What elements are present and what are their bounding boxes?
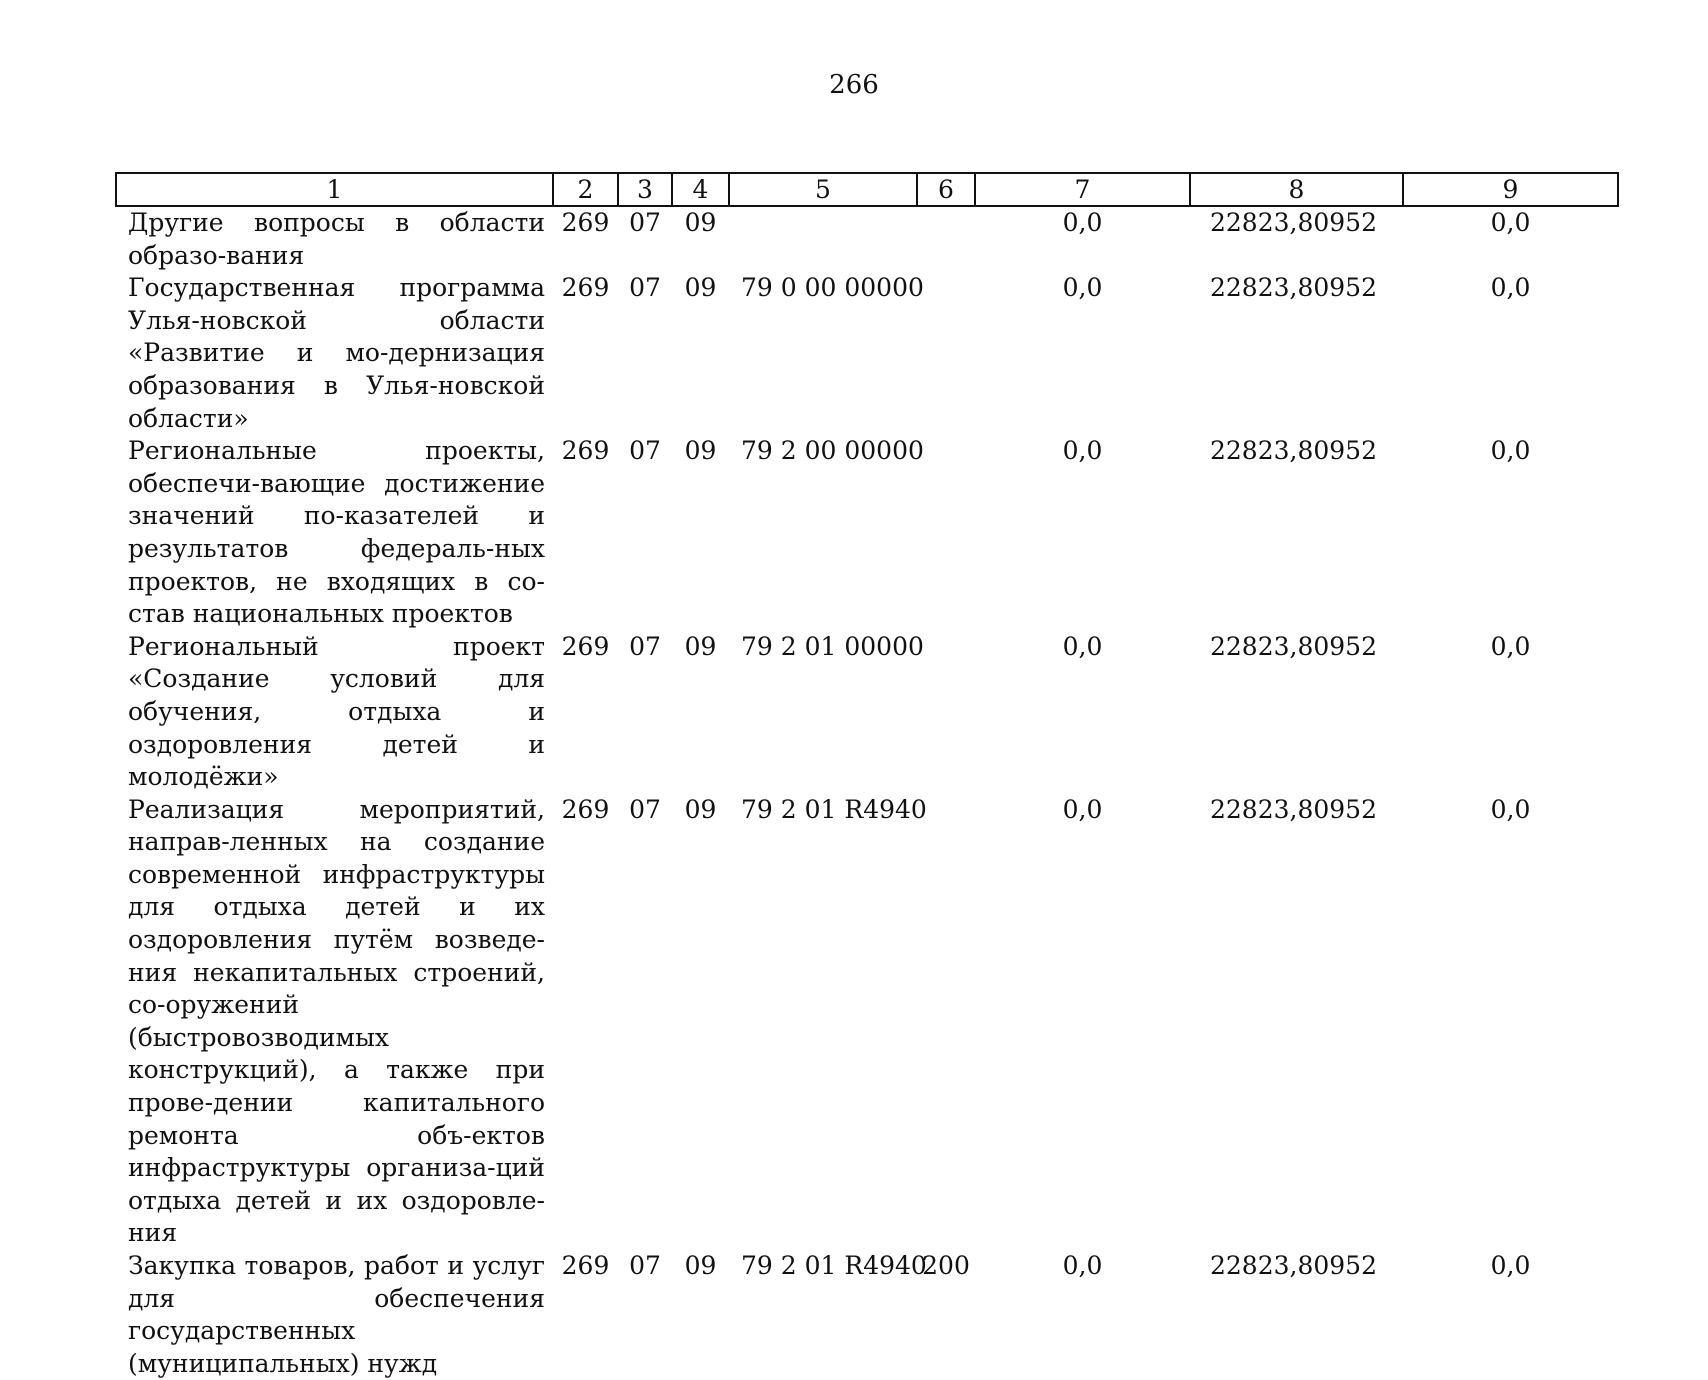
row-rz: 07 bbox=[629, 208, 661, 237]
row-rz: 07 bbox=[629, 436, 661, 466]
row-csr: 79 2 01 00000 bbox=[741, 631, 924, 661]
row-col9: 0,0 bbox=[1490, 794, 1531, 824]
table-row bbox=[116, 272, 1618, 435]
row-name: Государственная программа Улья-новской области «Развитие и мо-дернизация образования в Улья-новской области» bbox=[128, 273, 545, 433]
row-name: Региональные проекты, обеспечи-вающие достижение значений по-казателей и результатов федераль-ных проектов, не входящих в со-став национальных проектов bbox=[128, 436, 545, 629]
row-col9: 0,0 bbox=[1490, 273, 1531, 303]
row-csr: 79 2 01 R4940 bbox=[741, 794, 927, 824]
row-name: Реализация мероприятий, направ-ленных на создание современной инфраструктуры для отдыха детей и их оздоровления путём возведе-ния некапитальных строений, со-оружений (быстровозводимых конструкций), а также при прове-дении капитального ремонта объ-ектов инфраструктуры организа-ций отдыха детей и их оздоровле-ния bbox=[128, 794, 545, 1248]
row-gr: 269 bbox=[561, 273, 610, 303]
row-col8: 22823,80952 bbox=[1209, 436, 1377, 466]
row-pr: 09 bbox=[684, 273, 717, 303]
row-col8: 22823,80952 bbox=[1209, 273, 1377, 303]
row-col7: 0,0 bbox=[1062, 273, 1103, 303]
row-col9: 0,0 bbox=[1490, 631, 1531, 661]
row-gr: 269 bbox=[561, 436, 610, 466]
row-col7: 0,0 bbox=[1062, 436, 1103, 466]
row-rz: 07 bbox=[629, 1251, 661, 1280]
row-vr bbox=[917, 206, 975, 272]
row-pr: 09 bbox=[684, 436, 717, 466]
header-cell-1: 1 bbox=[116, 173, 553, 206]
row-gr: 269 bbox=[561, 1251, 610, 1280]
table-row bbox=[116, 794, 1618, 1250]
table-row bbox=[116, 1250, 1618, 1380]
row-pr: 09 bbox=[684, 208, 717, 237]
row-vr bbox=[917, 631, 975, 794]
table-row bbox=[116, 631, 1618, 794]
row-gr: 269 bbox=[561, 631, 610, 661]
row-pr: 09 bbox=[684, 794, 717, 824]
row-rz: 07 bbox=[629, 631, 661, 661]
row-col9: 0,0 bbox=[1490, 208, 1531, 237]
row-gr: 269 bbox=[561, 208, 610, 237]
row-name: Другие вопросы в области образо-вания bbox=[128, 208, 545, 270]
row-pr: 09 bbox=[684, 631, 717, 661]
row-csr: 79 2 01 R4940 bbox=[741, 1251, 927, 1280]
header-cell-8: 8 bbox=[1190, 173, 1403, 206]
header-cell-5: 5 bbox=[729, 173, 917, 206]
row-col7: 0,0 bbox=[1062, 208, 1103, 237]
row-col8: 22823,80952 bbox=[1209, 631, 1377, 661]
row-rz: 07 bbox=[629, 794, 661, 824]
row-csr bbox=[729, 206, 917, 272]
row-col7: 0,0 bbox=[1062, 631, 1103, 661]
header-cell-4: 4 bbox=[672, 173, 729, 206]
row-col8: 22823,80952 bbox=[1209, 794, 1377, 824]
header-cell-3: 3 bbox=[618, 173, 672, 206]
row-vr bbox=[917, 272, 975, 435]
row-col8: 22823,80952 bbox=[1209, 208, 1377, 237]
row-col7: 0,0 bbox=[1062, 1251, 1103, 1280]
table-row bbox=[116, 435, 1618, 631]
row-vr: 200 bbox=[922, 1251, 970, 1280]
row-name: Закупка товаров, работ и услуг для обеспечения государственных (муниципальных) нужд bbox=[128, 1251, 545, 1378]
header-cell-7: 7 bbox=[975, 173, 1190, 206]
row-pr: 09 bbox=[684, 1251, 717, 1280]
row-col7: 0,0 bbox=[1062, 794, 1103, 824]
budget-table bbox=[115, 172, 1619, 1380]
row-rz: 07 bbox=[629, 273, 661, 303]
row-col8: 22823,80952 bbox=[1209, 1251, 1377, 1280]
row-vr bbox=[917, 794, 975, 1250]
row-gr: 269 bbox=[561, 794, 610, 824]
page-number: 266 bbox=[829, 70, 879, 100]
header-cell-2: 2 bbox=[553, 173, 618, 206]
header-cell-6: 6 bbox=[917, 173, 975, 206]
row-vr bbox=[917, 435, 975, 631]
header-row bbox=[116, 173, 1618, 206]
row-col9: 0,0 bbox=[1490, 1251, 1531, 1280]
table-row bbox=[116, 206, 1618, 272]
row-name: Региональный проект «Создание условий для обучения, отдыха и оздоровления детей и молодёжи» bbox=[128, 631, 545, 792]
row-csr: 79 2 00 00000 bbox=[741, 436, 924, 466]
row-col9: 0,0 bbox=[1490, 436, 1531, 466]
row-csr: 79 0 00 00000 bbox=[741, 273, 924, 303]
header-cell-9: 9 bbox=[1403, 173, 1618, 206]
